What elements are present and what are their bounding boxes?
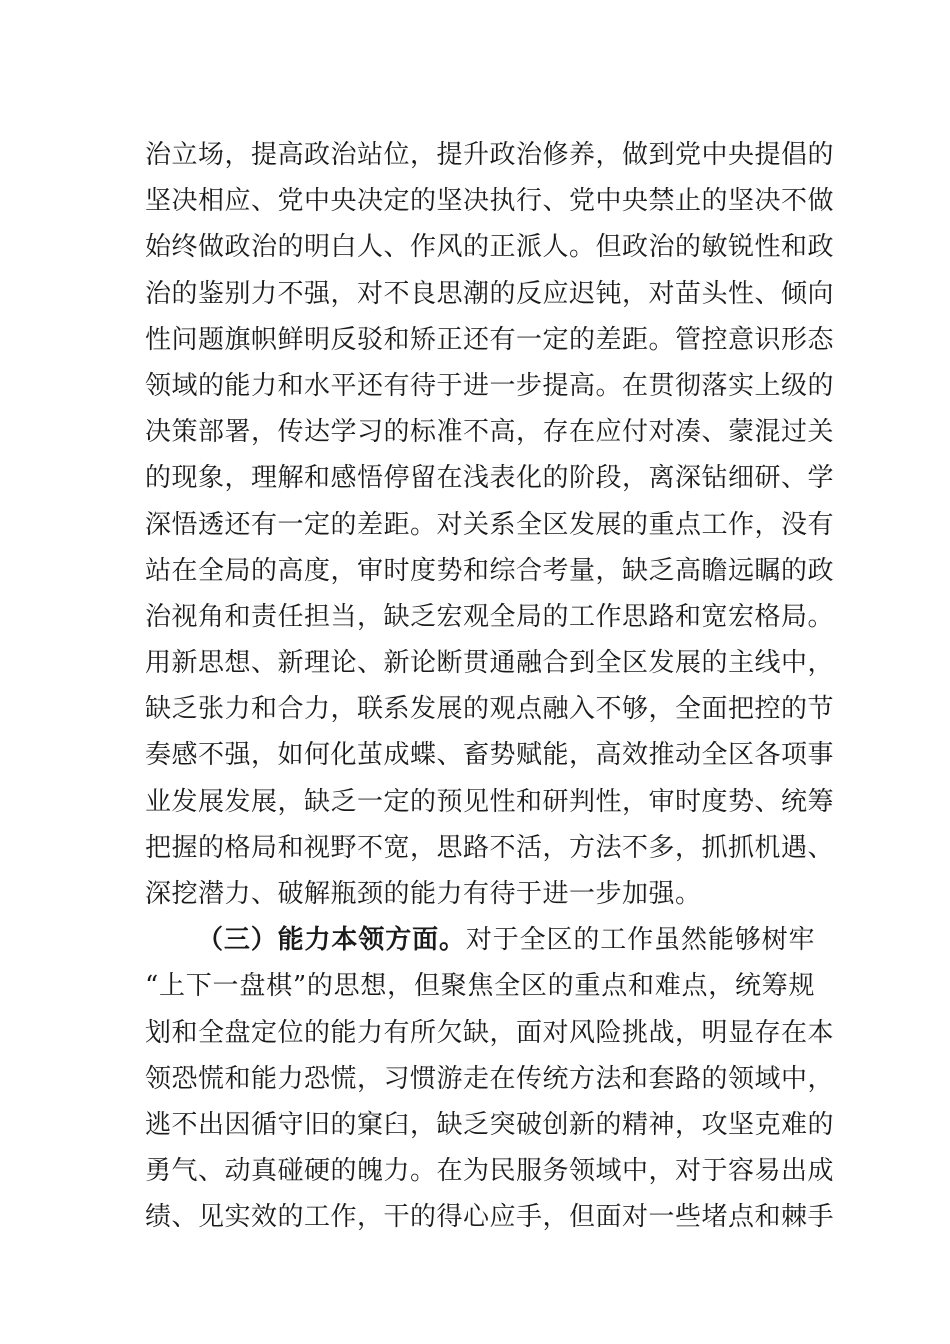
section-heading: （三）能力本领方面。 bbox=[197, 925, 466, 956]
text-line: 的现象，理解和感悟停留在浅表化的阶段，离深钻细研、学 bbox=[145, 463, 835, 494]
text-line: 用新思想、新理论、新论断贯通融合到全区发展的主线中， bbox=[145, 648, 835, 679]
text-line: 站在全局的高度，审时度势和综合考量，缺乏高瞻远瞩的政 bbox=[145, 555, 835, 586]
text-line: 逃不出因循守旧的窠臼，缺乏突破创新的精神，攻坚克难的 bbox=[145, 1109, 835, 1140]
text-line: 把握的格局和视野不宽，思路不活，方法不多，抓抓机遇、 bbox=[145, 832, 835, 863]
text-line: 勇气、动真碰硬的魄力。在为民服务领域中，对于容易出成 bbox=[145, 1156, 835, 1187]
text-line: “上下一盘棋”的思想，但聚焦全区的重点和难点，统筹规 bbox=[145, 971, 815, 1002]
text-line: 深挖潜力、破解瓶颈的能力有待于进一步加强。 bbox=[145, 879, 702, 909]
text-line bbox=[145, 917, 815, 963]
paragraph-1 bbox=[145, 132, 835, 917]
paragraph-2 bbox=[145, 917, 835, 1240]
text-line: 业发展发展，缺乏一定的预见性和研判性，审时度势、统筹 bbox=[145, 786, 835, 817]
text-line: 深悟透还有一定的差距。对关系全区发展的重点工作，没有 bbox=[145, 509, 835, 540]
text-line: 决策部署，传达学习的标准不高，存在应付对凑、蒙混过关 bbox=[145, 417, 835, 448]
text-line: 划和全盘定位的能力有所欠缺，面对风险挑战，明显存在本 bbox=[145, 1017, 835, 1048]
text-line: 缺乏张力和合力，联系发展的观点融入不够，全面把控的节 bbox=[145, 694, 835, 725]
text-line: 奏感不强，如何化茧成蝶、畜势赋能，高效推动全区各项事 bbox=[145, 740, 835, 771]
text-line: 始终做政治的明白人、作风的正派人。但政治的敏锐性和政 bbox=[145, 232, 835, 263]
text-line: 领恐慌和能力恐慌，习惯游走在传统方法和套路的领域中， bbox=[145, 1063, 835, 1094]
text-line: 绩、见实效的工作，干的得心应手，但面对一些堵点和棘手 bbox=[145, 1202, 835, 1233]
text-line: 治的鉴别力不强，对不良思潮的反应迟钝，对苗头性、倾向 bbox=[145, 278, 835, 309]
text-line: 性问题旗帜鲜明反驳和矫正还有一定的差距。管控意识形态 bbox=[145, 324, 835, 355]
text-line: 领域的能力和水平还有待于进一步提高。在贯彻落实上级的 bbox=[145, 370, 835, 401]
text-line: 治视角和责任担当，缺乏宏观全局的工作思路和宽宏格局。 bbox=[145, 601, 835, 632]
text-line: 坚决相应、党中央决定的坚决执行、党中央禁止的坚决不做 bbox=[145, 186, 835, 217]
body-text bbox=[145, 132, 835, 1241]
text-line: 治立场，提高政治站位，提升政治修养，做到党中央提倡的 bbox=[145, 140, 835, 170]
section-heading-rest: 对于全区的工作虽然能够树牢 bbox=[465, 925, 815, 956]
